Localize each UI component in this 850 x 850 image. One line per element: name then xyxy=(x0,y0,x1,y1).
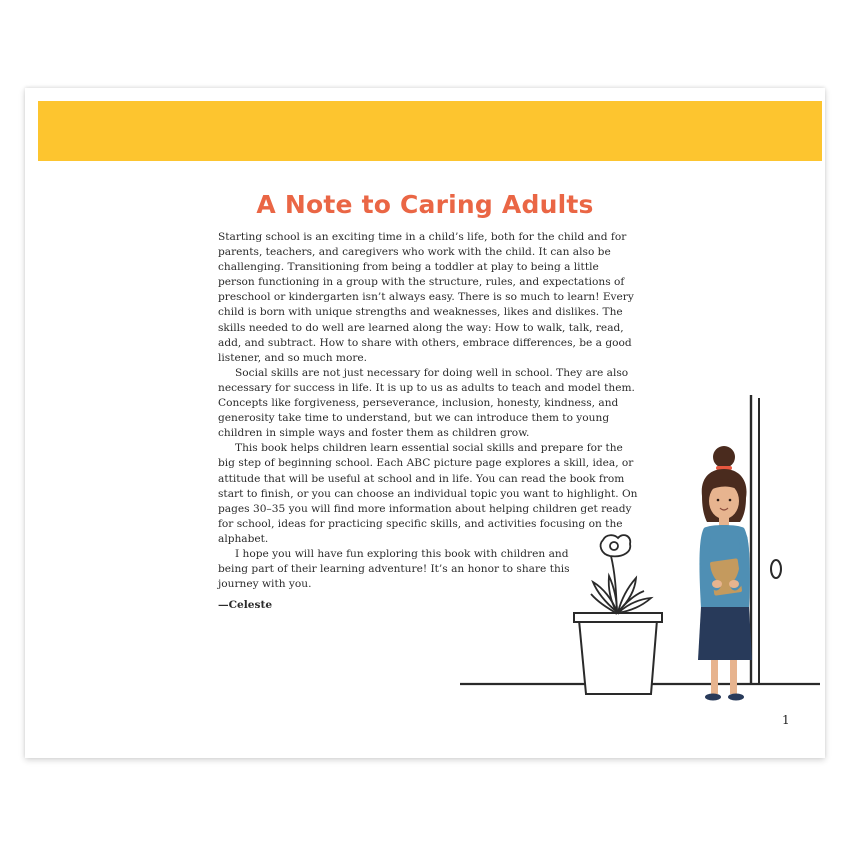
signature: —Celeste xyxy=(218,599,273,612)
woman-figure xyxy=(698,446,752,701)
book-page xyxy=(25,88,825,758)
page-number: 1 xyxy=(782,713,790,727)
plant xyxy=(591,535,651,613)
paragraph-4-line-1: I hope you will have fun exploring this book with children and xyxy=(235,547,569,560)
header-color-band xyxy=(38,101,822,161)
illustration xyxy=(460,388,825,718)
door-knob xyxy=(771,560,781,578)
paragraph-3: This book helps children learn essential social skills and prepare for the big step of beginning school. Each ABC picture page explores a skill, idea, or attitude that will be useful at school and in life. You can read the book from start to finish, or you can choose an individual topic you want to highlight. On pages 30–35 you will find more information about helping children get ready for school, ideas for practicing specific skills, and activities focusing on the alphabet. xyxy=(218,442,638,545)
door-frame xyxy=(751,395,781,684)
flower-pot xyxy=(574,613,662,694)
paragraph-4-line-3: journey with you. xyxy=(218,578,312,591)
paragraph-4-line-2: being part of their learning adventure! It’s an honor to share this xyxy=(218,563,570,576)
paragraph-1: Starting school is an exciting time in a child’s life, both for the child and for parents, teachers, and caregivers who work with the child. It can also be challenging. Transitioning from being a toddler at play to being a little person functioning in a group with the structure, rules, and expectations of preschool or kindergarten isn’t always easy. There is so much to learn! Every child is born with unique strengths and weaknesses, likes and dislikes. The skills needed to do well are learned along the way: How to walk, talk, read, add, and subtract. How to share with others, embrace differences, be a good listener, and so much more. xyxy=(218,231,634,364)
page-title: A Note to Caring Adults xyxy=(256,190,594,219)
paragraph-2: Social skills are not just necessary for doing well in school. They are also necessary for success in life. It is up to us as adults to teach and model them. Concepts like forgiveness, perseverance, inclusion, honesty, kindness, and generosity take time to understand, but we can introduce them to young children in simple ways and foster them as children grow. xyxy=(218,366,635,440)
